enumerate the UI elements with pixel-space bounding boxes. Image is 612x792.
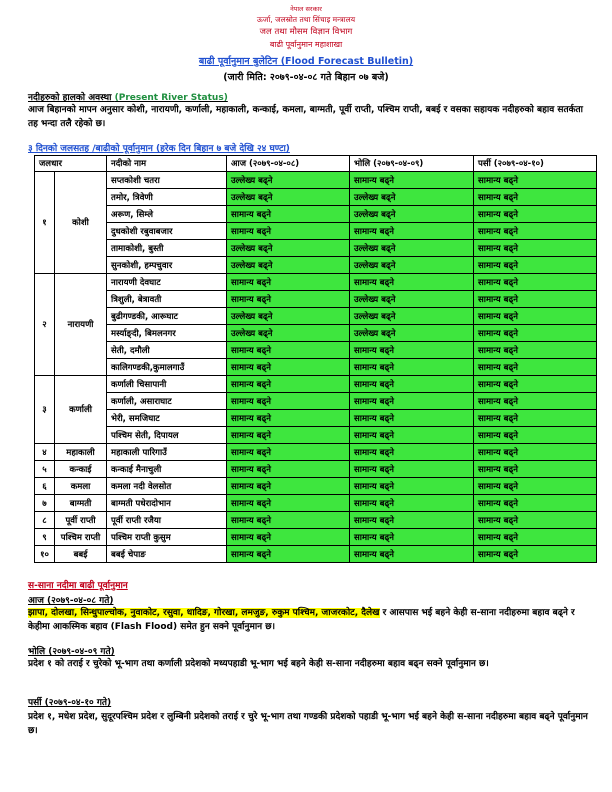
basin-number: १ <box>35 172 55 274</box>
basin-number: २ <box>35 274 55 376</box>
forecast-dayafter: सामान्य बढ्ने <box>474 495 597 512</box>
basin-number: ९ <box>35 529 55 546</box>
forecast-tomorrow: सामान्य बढ्ने <box>350 529 474 546</box>
table-row <box>35 427 597 444</box>
forecast-tomorrow: उल्लेख्य बढ्ने <box>350 308 474 325</box>
forecast-dayafter: सामान्य बढ्ने <box>474 342 597 359</box>
forecast-dayafter: सामान्य बढ्ने <box>474 189 597 206</box>
forecast-today: सामान्य बढ्ने <box>227 529 350 546</box>
forecast-tomorrow: उल्लेख्य बढ्ने <box>350 291 474 308</box>
table-row <box>35 291 597 308</box>
river-name: मर्स्याङ्दी, बिमलनगर <box>107 325 227 342</box>
river-name: त्रिशुली, बेत्रावती <box>107 291 227 308</box>
river-name: तमोर, त्रिवेणी <box>107 189 227 206</box>
table-row <box>35 359 597 376</box>
table-row <box>35 308 597 325</box>
present-status-heading <box>28 90 228 103</box>
basin-name: कन्काई <box>55 461 107 478</box>
table-header-row <box>35 156 597 172</box>
forecast-dayafter: सामान्य बढ्ने <box>474 359 597 376</box>
tomorrow-label: भोलि (२०७९-०४-०९ गते) <box>28 647 115 657</box>
forecast-tomorrow: सामान्य बढ्ने <box>350 546 474 563</box>
basin-name: बबई <box>55 546 107 563</box>
forecast-today: उल्लेख्य बढ्ने <box>227 308 350 325</box>
forecast-tomorrow: सामान्य बढ्ने <box>350 172 474 189</box>
forecast-today: सामान्य बढ्ने <box>227 223 350 240</box>
table-row <box>35 257 597 274</box>
river-name: पश्चिम सेती, दिपायल <box>107 427 227 444</box>
table-row <box>35 410 597 427</box>
table-row <box>35 444 597 461</box>
today-text-rest: र आसपास भई बहने केही स-साना नदीहरुमा बहाव बढ्ने र केहीमा आकस्मिक बहाव (Flash Flood) समेत हुन सक्ने पूर्वानुमान छ। <box>28 608 575 632</box>
present-status-text: आज बिहानको मापन अनुसार कोशी, नारायणी, कर्णाली, महाकाली, कन्काई, कमला, बाग्मती, पूर्वी राप्ती, पश्चिम राप्ती, बबई र वसका सहायक नदीहरुको बहाव सतर्कता तह भन्दा तलै रहेको छ। <box>28 105 583 129</box>
basin-name: महाकाली <box>55 444 107 461</box>
basin-number: १० <box>35 546 55 563</box>
basin-number: ३ <box>35 376 55 444</box>
river-name: पूर्वी राप्ती रजैया <box>107 512 227 529</box>
forecast-dayafter: सामान्य बढ्ने <box>474 223 597 240</box>
today-highlighted-districts: झापा, दोलखा, सिन्धुपाल्चोक, नुवाकोट, रसुवा, धादिङ, गोरखा, लमजुङ, रुकुम पश्चिम, जाजरकोट, दैलेख <box>28 608 380 618</box>
forecast-dayafter: सामान्य बढ्ने <box>474 325 597 342</box>
forecast-tomorrow: सामान्य बढ्ने <box>350 444 474 461</box>
forecast-dayafter: सामान्य बढ्ने <box>474 444 597 461</box>
forecast-dayafter: सामान्य बढ्ने <box>474 512 597 529</box>
forecast-dayafter: सामान्य बढ्ने <box>474 376 597 393</box>
table-row <box>35 274 597 291</box>
forecast-heading: ३ दिनको जलसतह /बाढीको पूर्वानुमान (हरेक दिन बिहान ७ बजे देखि २४ घण्टा) <box>28 144 290 154</box>
table-row <box>35 512 597 529</box>
forecast-today: सामान्य बढ्ने <box>227 376 350 393</box>
forecast-tomorrow: सामान्य बढ्ने <box>350 461 474 478</box>
tomorrow-text: प्रदेश १ को तराई र चुरेको भू-भाग तथा कर्णाली प्रदेशको मध्यपहाडी भू-भाग भई बहने केही स-साना नदीहरुमा बहाव बढ्न सक्ने पूर्वानुमान छ। <box>28 659 489 669</box>
issued-date: (जारी मिति: २०७९-०४-०८ गते बिहान ०७ बजे) <box>223 72 389 83</box>
river-name: कालिगण्डकी,कुमालगाउँ <box>107 359 227 376</box>
river-name: कर्णाली, असाराघाट <box>107 393 227 410</box>
forecast-tomorrow: सामान्य बढ्ने <box>350 478 474 495</box>
bulletin-title: बाढी पूर्वानुमान बुलेटिन (Flood Forecast Bulletin) <box>198 56 414 67</box>
table-row <box>35 206 597 223</box>
forecast-tomorrow: सामान्य बढ्ने <box>350 393 474 410</box>
forecast-tomorrow: सामान्य बढ्ने <box>350 410 474 427</box>
basin-name: नारायणी <box>55 274 107 376</box>
basin-number: ६ <box>35 478 55 495</box>
river-name: कमला नदी वेलसोत <box>107 478 227 495</box>
forecast-tomorrow: उल्लेख्य बढ्ने <box>350 257 474 274</box>
forecast-tomorrow: सामान्य बढ्ने <box>350 495 474 512</box>
forecast-today: सामान्य बढ्ने <box>227 512 350 529</box>
river-name: अरूण, सिम्ले <box>107 206 227 223</box>
forecast-dayafter: सामान्य बढ्ने <box>474 291 597 308</box>
forecast-today: सामान्य बढ्ने <box>227 461 350 478</box>
table-row <box>35 478 597 495</box>
table-row <box>35 546 597 563</box>
forecast-tomorrow: सामान्य बढ्ने <box>350 359 474 376</box>
col-river: नदीको नाम <box>107 156 227 172</box>
forecast-tomorrow: सामान्य बढ्ने <box>350 274 474 291</box>
basin-name: कोशी <box>55 172 107 274</box>
table-row <box>35 495 597 512</box>
dayafter-label: पर्सी (२०७९-०४-१० गते) <box>28 698 112 708</box>
forecast-today: सामान्य बढ्ने <box>227 291 350 308</box>
forecast-today: सामान्य बढ्ने <box>227 427 350 444</box>
forecast-table <box>34 155 597 563</box>
river-name: दुधकोशी रबुवाबजार <box>107 223 227 240</box>
forecast-tomorrow: उल्लेख्य बढ्ने <box>350 240 474 257</box>
forecast-today: उल्लेख्य बढ्ने <box>227 189 350 206</box>
small-rivers-heading: स-साना नदीमा बाढी पूर्वानुमान <box>28 581 128 591</box>
forecast-today: उल्लेख्य बढ्ने <box>227 172 350 189</box>
present-status-heading-np: नदीहरुको हालको अवस्था <box>28 93 112 103</box>
forecast-dayafter: सामान्य बढ्ने <box>474 257 597 274</box>
forecast-today: सामान्य बढ्ने <box>227 444 350 461</box>
gov-label: नेपाल सरकार <box>290 5 322 13</box>
department-label: जल तथा मौसम विज्ञान विभाग <box>259 27 353 37</box>
forecast-dayafter: सामान्य बढ्ने <box>474 172 597 189</box>
forecast-dayafter: सामान्य बढ्ने <box>474 274 597 291</box>
forecast-tomorrow: सामान्य बढ्ने <box>350 342 474 359</box>
forecast-today: उल्लेख्य बढ्ने <box>227 240 350 257</box>
dayafter-text: प्रदेश १, मधेश प्रदेश, सुदूरपश्चिम प्रदेश र लुम्बिनी प्रदेशको तराई र चुरे भू-भाग तथा गण्डकी प्रदेशको पहाडी भू-भाग भई बहने केही स-साना नदीहरुमा बहाव बढ्ने पूर्वानुमान छ। <box>28 712 588 736</box>
forecast-today: उल्लेख्य बढ्ने <box>227 257 350 274</box>
forecast-dayafter: सामान्य बढ्ने <box>474 240 597 257</box>
river-name: कर्णाली चिसापानी <box>107 376 227 393</box>
forecast-today: सामान्य बढ्ने <box>227 410 350 427</box>
table-row <box>35 189 597 206</box>
forecast-today: सामान्य बढ्ने <box>227 495 350 512</box>
river-name: बुढीगण्डकी, आरूघाट <box>107 308 227 325</box>
table-row <box>35 393 597 410</box>
basin-name: पश्चिम राप्ती <box>55 529 107 546</box>
forecast-today: सामान्य बढ्ने <box>227 274 350 291</box>
division-label: बाढी पूर्वानुमान महाशाखा <box>269 40 343 49</box>
river-name: सप्तकोशी चतरा <box>107 172 227 189</box>
basin-number: ४ <box>35 444 55 461</box>
basin-number: ७ <box>35 495 55 512</box>
forecast-dayafter: सामान्य बढ्ने <box>474 308 597 325</box>
river-name: सुनकोशी, हम्पचुवार <box>107 257 227 274</box>
river-name: बबई चेपाङ <box>107 546 227 563</box>
today-text <box>28 606 588 634</box>
forecast-tomorrow: सामान्य बढ्ने <box>350 427 474 444</box>
basin-name: कमला <box>55 478 107 495</box>
basin-name: बाग्मती <box>55 495 107 512</box>
river-name: सेती, दमौली <box>107 342 227 359</box>
col-dayafter: पर्सी (२०७९-०४-१०) <box>474 156 597 172</box>
present-status-heading-en: (Present River Status) <box>114 93 228 103</box>
table-row <box>35 529 597 546</box>
table-row <box>35 240 597 257</box>
river-name: पश्चिम राप्ती कुसुम <box>107 529 227 546</box>
table-row <box>35 325 597 342</box>
forecast-today: सामान्य बढ्ने <box>227 342 350 359</box>
forecast-dayafter: सामान्य बढ्ने <box>474 546 597 563</box>
forecast-dayafter: सामान्य बढ्ने <box>474 529 597 546</box>
river-name: महाकाली पारिगाउँ <box>107 444 227 461</box>
col-basin: जलधार <box>35 156 107 172</box>
table-row <box>35 223 597 240</box>
river-name: तामाकोशी, बुस्ती <box>107 240 227 257</box>
forecast-tomorrow: उल्लेख्य बढ्ने <box>350 189 474 206</box>
table-row <box>35 461 597 478</box>
table-row <box>35 172 597 189</box>
forecast-today: सामान्य बढ्ने <box>227 206 350 223</box>
forecast-today: सामान्य बढ्ने <box>227 393 350 410</box>
forecast-tomorrow: सामान्य बढ्ने <box>350 512 474 529</box>
river-name: भेरी, समजिघाट <box>107 410 227 427</box>
river-name: नारायणी देवघाट <box>107 274 227 291</box>
forecast-dayafter: सामान्य बढ्ने <box>474 410 597 427</box>
river-name: कन्काई मैनाचुली <box>107 461 227 478</box>
basin-number: ८ <box>35 512 55 529</box>
forecast-today: सामान्य बढ्ने <box>227 478 350 495</box>
col-tomorrow: भोलि (२०७९-०४-०९) <box>350 156 474 172</box>
forecast-tomorrow: सामान्य बढ्ने <box>350 223 474 240</box>
basin-number: ५ <box>35 461 55 478</box>
forecast-tomorrow: सामान्य बढ्ने <box>350 376 474 393</box>
river-name: बाग्मती पधेरादोभान <box>107 495 227 512</box>
table-row <box>35 342 597 359</box>
forecast-today: सामान्य बढ्ने <box>227 359 350 376</box>
basin-name: पूर्वी राप्ती <box>55 512 107 529</box>
table-row <box>35 376 597 393</box>
forecast-tomorrow: उल्लेख्य बढ्ने <box>350 325 474 342</box>
forecast-tomorrow: उल्लेख्य बढ्ने <box>350 206 474 223</box>
forecast-dayafter: सामान्य बढ्ने <box>474 427 597 444</box>
forecast-dayafter: सामान्य बढ्ने <box>474 393 597 410</box>
forecast-today: उल्लेख्य बढ्ने <box>227 325 350 342</box>
ministry-label: ऊर्जा, जलस्रोत तथा सिंचाइ मन्त्रालय <box>256 15 356 24</box>
forecast-dayafter: सामान्य बढ्ने <box>474 206 597 223</box>
forecast-dayafter: सामान्य बढ्ने <box>474 478 597 495</box>
today-label: आज (२०७९-०४-०८ गते) <box>28 596 114 606</box>
forecast-today: सामान्य बढ्ने <box>227 546 350 563</box>
forecast-dayafter: सामान्य बढ्ने <box>474 461 597 478</box>
basin-name: कर्णाली <box>55 376 107 444</box>
col-today: आज (२०७९-०४-०८) <box>227 156 350 172</box>
